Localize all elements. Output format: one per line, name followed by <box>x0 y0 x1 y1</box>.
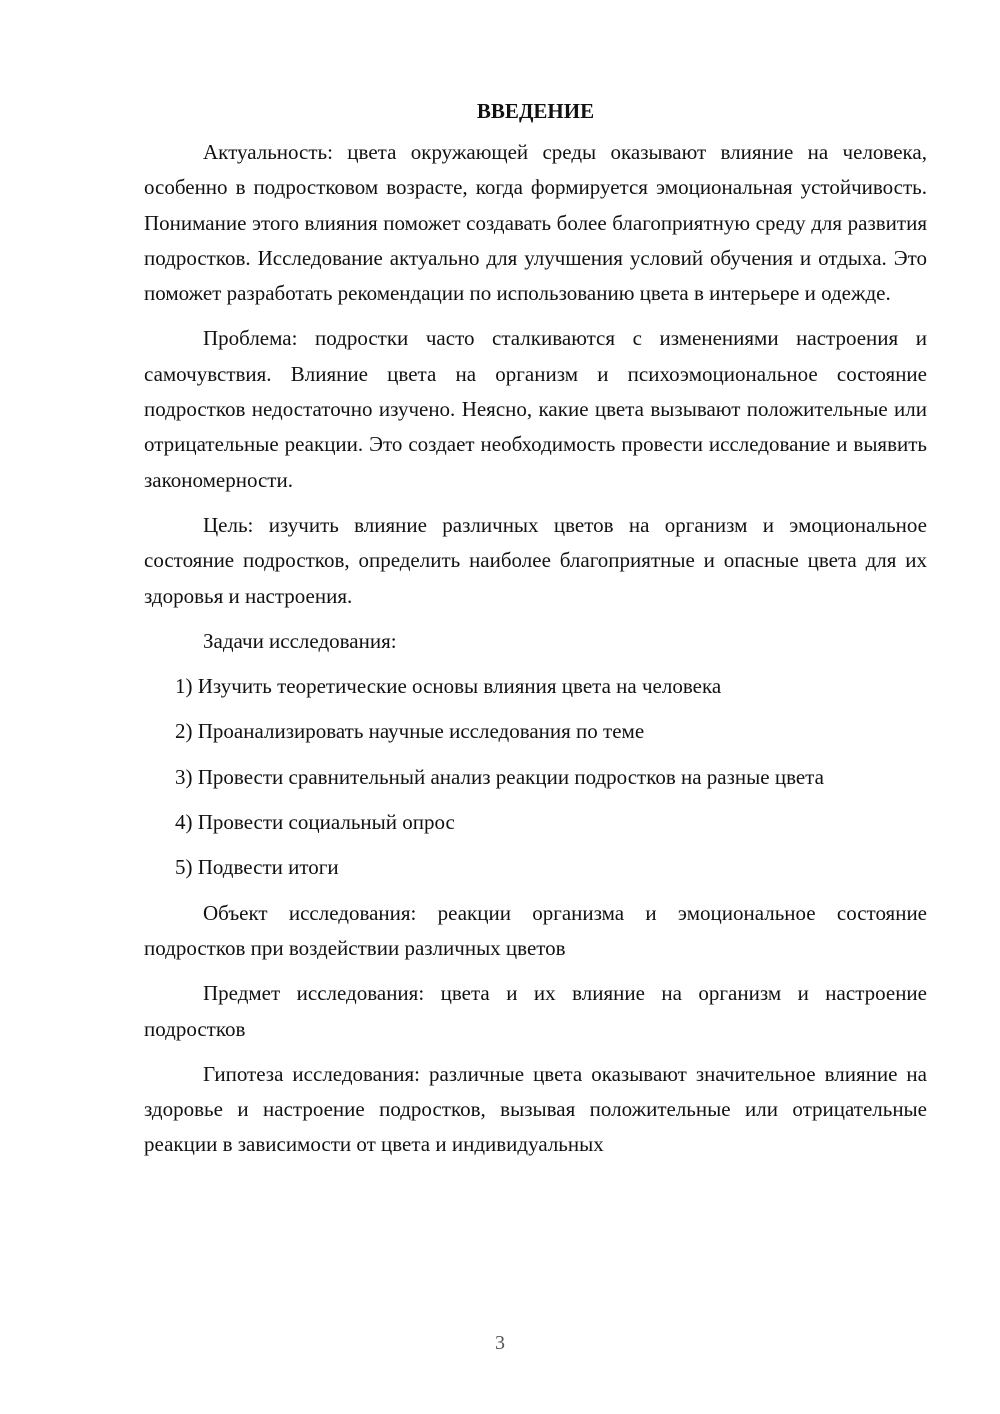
paragraph-actuality: Актуальность: цвета окружающей среды оказывают влияние на человека, особенно в подростковом возрасте, когда формируется эмоциональная устойчивость. Понимание этого влияния поможет создавать более благоприятную среду для развития подростков. Исследование актуально для улучшения условий обучения и отдыха. Это поможет разработать рекомендации по использованию цвета в интерьере и одежде. <box>144 140 927 306</box>
section-title: ВВЕДЕНИЕ <box>476 99 595 123</box>
page-number: 3 <box>495 1332 505 1354</box>
paragraph-problem: Проблема: подростки часто сталкиваются с изменениями настроения и самочувствия. Влияние цвета на организм и психоэмоциональное состояние подростков недостаточно изучено. Неясно, какие цвета вызывают положительные или отрицательные реакции. Это создает необходимость провести исследование и выявить закономерности. <box>144 326 927 492</box>
paragraph-object: Объект исследования: реакции организма и эмоциональное состояние подростков при воздействии различных цветов <box>144 900 927 960</box>
tasks-list <box>144 669 927 885</box>
tasks-heading: Задачи исследования: <box>203 628 397 653</box>
task-item-2: 2) Проанализировать научные исследования по теме <box>175 719 645 744</box>
paragraph-subject: Предмет исследования: цвета и их влияние на организм и настроение подростков <box>144 981 927 1041</box>
task-item-1: 1) Изучить теоретические основы влияния цвета на человека <box>175 674 722 699</box>
paragraph-goal: Цель: изучить влияние различных цветов на организм и эмоциональное состояние подростков, определить наиболее благоприятные и опасные цвета для их здоровья и настроения. <box>144 512 927 608</box>
task-item-5: 5) Подвести итоги <box>175 855 339 880</box>
paragraph-hypothesis: Гипотеза исследования: различные цвета оказывают значительное влияние на здоровье и настроение подростков, вызывая положительные или отрицательные реакции в зависимости от цвета и индивидуальных <box>144 1061 927 1157</box>
task-item-3: 3) Провести сравнительный анализ реакции подростков на разные цвета <box>175 764 824 789</box>
task-item-4: 4) Провести социальный опрос <box>175 810 455 835</box>
